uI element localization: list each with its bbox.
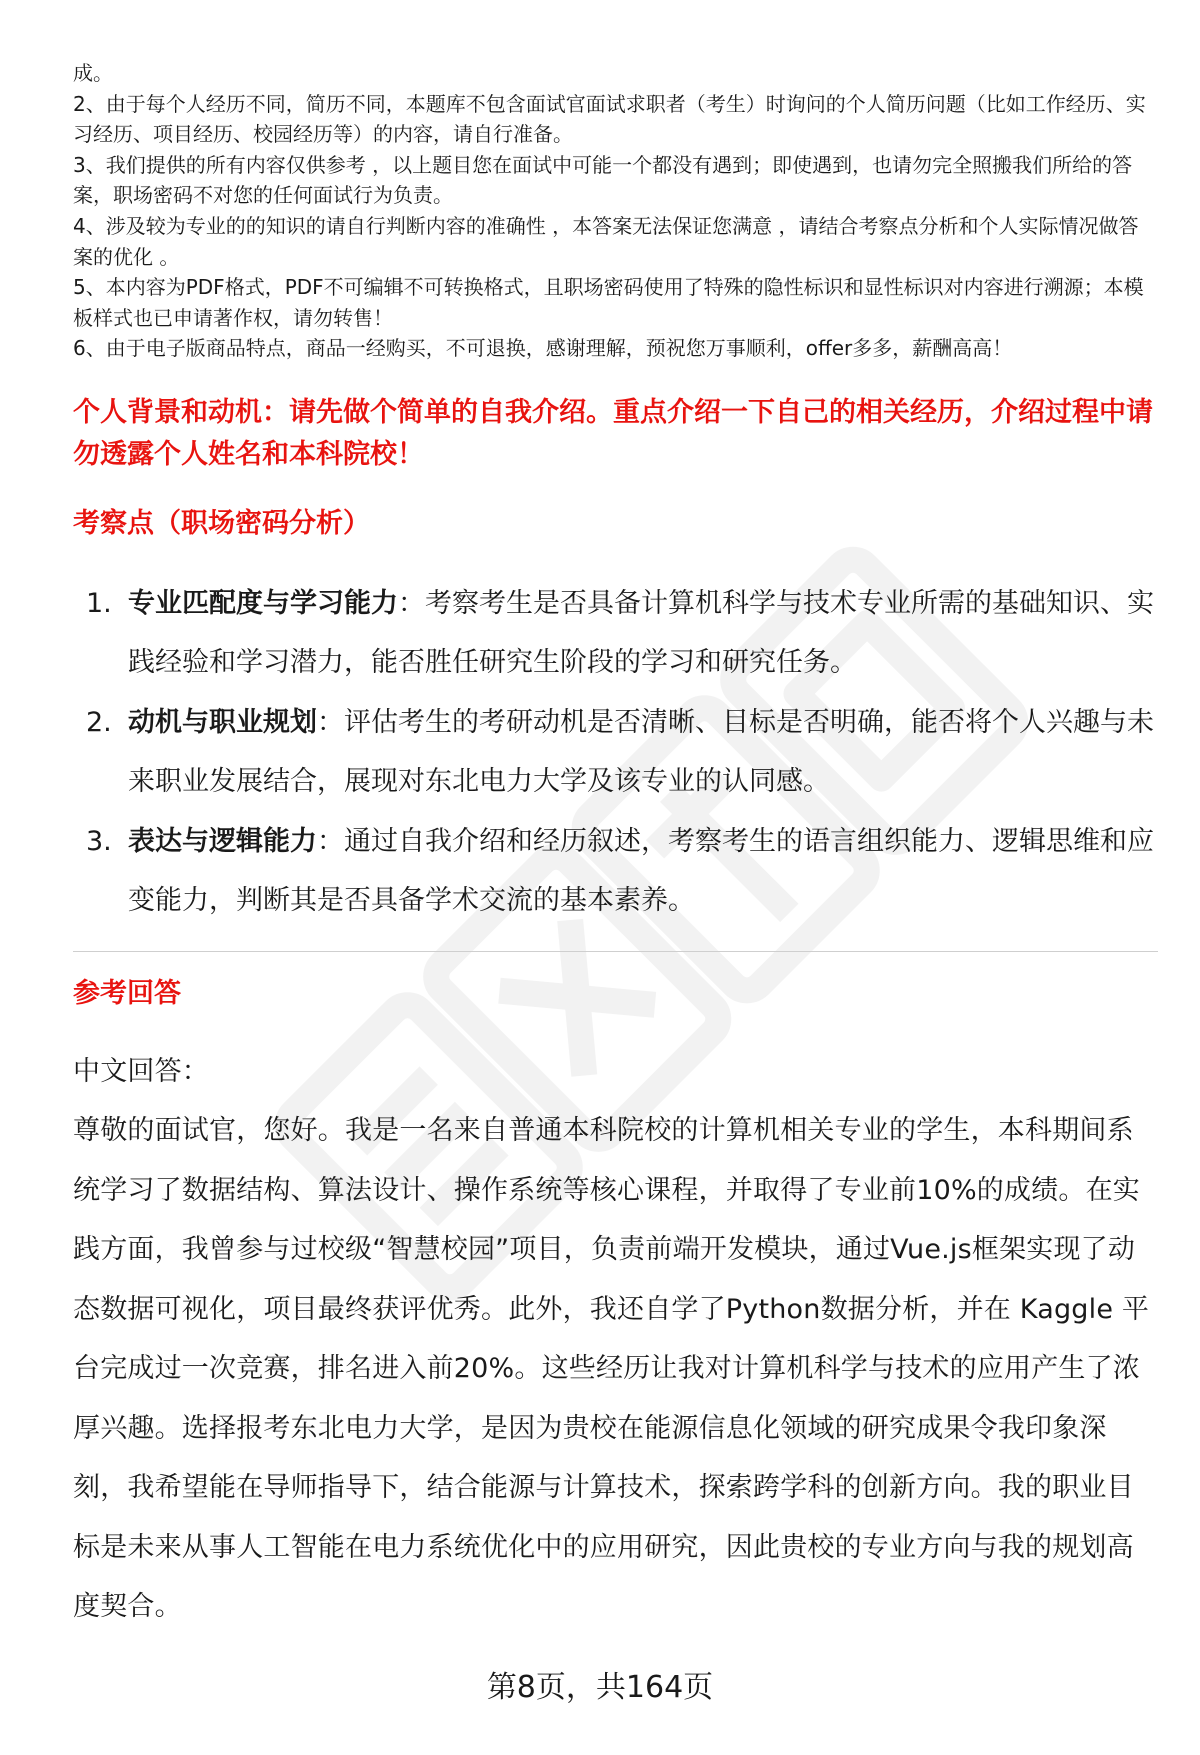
question-heading: 个人背景和动机：请先做个简单的自我介绍。重点介绍一下自己的相关经历，介绍过程中请勿透露个人姓名和本科院校！	[73, 396, 1153, 470]
disclaimer-notes	[73, 58, 1158, 364]
note-line: 6、由于电子版商品特点，商品一经购买，不可退换，感谢理解，预祝您万事顺利，offer多多，薪酬高高！	[73, 336, 1013, 361]
assessment-points-title: 考察点（职场密码分析）	[73, 507, 370, 539]
answer-block	[73, 1042, 1158, 1637]
note-line: 成。	[73, 61, 113, 85]
note-line: 4、涉及较为专业的的知识的请自行判断内容的准确性 ，本答案无法保证您满意 ，请结合考察点分析和个人实际情况做答案的优化 。	[73, 213, 1139, 269]
point-term: 动机与职业规划	[128, 706, 317, 738]
section-divider	[73, 951, 1158, 952]
document-page	[73, 58, 1158, 1637]
answer-label: 中文回答：	[73, 1055, 209, 1087]
list-number: 3.	[86, 825, 112, 857]
list-number: 1.	[86, 587, 112, 619]
point-text: ：评估考生的考研动机是否清晰、目标是否明确，能否将个人兴趣与未来职业发展结合，展现对东北电力大学及该专业的认同感。	[128, 706, 1154, 798]
point-term: 专业匹配度与学习能力	[128, 587, 398, 619]
reference-answer-title: 参考回答	[73, 977, 181, 1009]
page-number: 第8页，共164页	[486, 1670, 714, 1705]
note-line: 3、我们提供的所有内容仅供参考 ，以上题目您在面试中可能一个都没有遇到；即使遇到，也请勿完全照搬我们所给的答案，职场密码不对您的任何面试行为负责。	[73, 152, 1133, 208]
assessment-points-list	[73, 574, 1158, 931]
point-term: 表达与逻辑能力	[128, 825, 317, 857]
list-item	[73, 693, 1158, 812]
note-line: 5、本内容为PDF格式，PDF不可编辑不可转换格式，且职场密码使用了特殊的隐性标识和显性标识对内容进行溯源；本模板样式也已申请著作权，请勿转售！	[73, 275, 1144, 330]
answer-body: 尊敬的面试官，您好。我是一名来自普通本科院校的计算机相关专业的学生，本科期间系统学习了数据结构、算法设计、操作系统等核心课程，并取得了专业前10%的成绩。在实践方面，我曾参与过校级“智慧校园”项目，负责前端开发模块，通过Vue.js框架实现了动态数据可视化，项目最终获评优秀。此外，我还自学了Python数据分析，并在 Kaggle 平台完成过一次竞赛，排名进入前20%。这些经历让我对计算机科学与技术的应用产生了浓厚兴趣。选择报考东北电力大学，是因为贵校在能源信息化领域的研究成果令我印象深刻，我希望能在导师指导下，结合能源与计算技术，探索跨学科的创新方向。我的职业目标是未来从事人工智能在电力系统优化中的应用研究，因此贵校的专业方向与我的规划高度契合。	[73, 1115, 1150, 1623]
note-line: 2、由于每个人经历不同，简历不同，本题库不包含面试官面试求职者（考生）时询问的个人简历问题（比如工作经历、实习经历、项目经历、校园经历等）的内容，请自行准备。	[73, 91, 1146, 147]
point-text: ：通过自我介绍和经历叙述，考察考生的语言组织能力、逻辑思维和应变能力，判断其是否具备学术交流的基本素养。	[128, 825, 1154, 917]
list-item	[73, 574, 1158, 693]
list-number: 2.	[86, 706, 112, 738]
list-item	[73, 812, 1158, 931]
point-text: ：考察考生是否具备计算机科学与技术专业所需的基础知识、实践经验和学习潜力，能否胜任研究生阶段的学习和研究任务。	[128, 587, 1154, 679]
